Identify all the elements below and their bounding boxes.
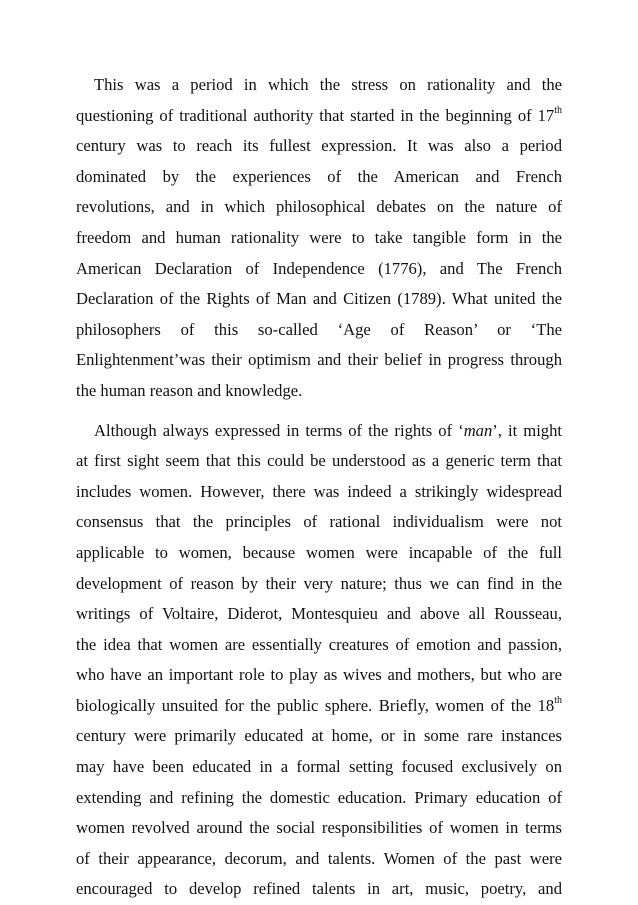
- emphasis: man: [463, 420, 493, 440]
- text-segment: questioning of traditional authority that started in the beginning of 17: [76, 105, 555, 125]
- text-line: [76, 416, 562, 447]
- text-line: includes women. However, there was indeed a strikingly widespread: [76, 481, 562, 501]
- text-line: philosophers of this so-called ‘Age of Reason’ or ‘The: [76, 319, 562, 339]
- text-segment: Although always expressed in terms of the rights of ‘: [94, 420, 464, 440]
- text-line: the human reason and knowledge.: [76, 380, 303, 400]
- text-line: development of reason by their very nature; thus we can find in the: [76, 573, 562, 593]
- text-line: century was to reach its fullest expression. It was also a period: [76, 136, 562, 156]
- text-line: century were primarily educated at home, or in some rare instances: [76, 726, 562, 746]
- text-line: at first sight seem that this could be understood as a generic term that: [76, 451, 562, 471]
- text-line: consensus that the principles of rational individualism were not: [76, 512, 562, 532]
- text-segment: ’, it might: [492, 420, 563, 440]
- text-line: [76, 101, 562, 132]
- text-line: Declaration of the Rights of Man and Citizen (1789). What united the: [76, 289, 562, 309]
- text-line: freedom and human rationality were to take tangible form in the: [76, 227, 562, 247]
- text-segment: biologically unsuited for the public sphere. Briefly, women of the 18: [76, 695, 555, 715]
- text-line: may have been educated in a formal setting focused exclusively on: [76, 757, 562, 777]
- text-line: writings of Voltaire, Diderot, Montesquieu and above all Rousseau,: [76, 604, 562, 624]
- text-line: applicable to women, because women were incapable of the full: [76, 542, 562, 562]
- text-line: American Declaration of Independence (1776), and The French: [76, 258, 562, 278]
- text-line: of their appearance, decorum, and talents. Women of the past were: [76, 848, 562, 868]
- text-line: women revolved around the social responsibilities of women in terms: [76, 818, 562, 838]
- paragraph-gap: [76, 407, 562, 416]
- text-line: [76, 691, 562, 722]
- text-line: revolutions, and in which philosophical debates on the nature of: [76, 197, 562, 217]
- text-line: dominated by the experiences of the American and French: [76, 166, 562, 186]
- body-text: [76, 70, 562, 905]
- text-line: the idea that women are essentially creatures of emotion and passion,: [76, 634, 562, 654]
- text-line: encouraged to develop refined talents in art, music, poetry, and: [76, 879, 562, 899]
- text-line: extending and refining the domestic education. Primary education of: [76, 787, 562, 807]
- text-line: who have an important role to play as wives and mothers, but who are: [76, 665, 562, 685]
- superscript: th: [554, 694, 562, 706]
- superscript: th: [554, 104, 562, 116]
- text-line: Enlightenment’was their optimism and their belief in progress through: [76, 350, 562, 370]
- text-line: This was a period in which the stress on rationality and the: [94, 75, 562, 94]
